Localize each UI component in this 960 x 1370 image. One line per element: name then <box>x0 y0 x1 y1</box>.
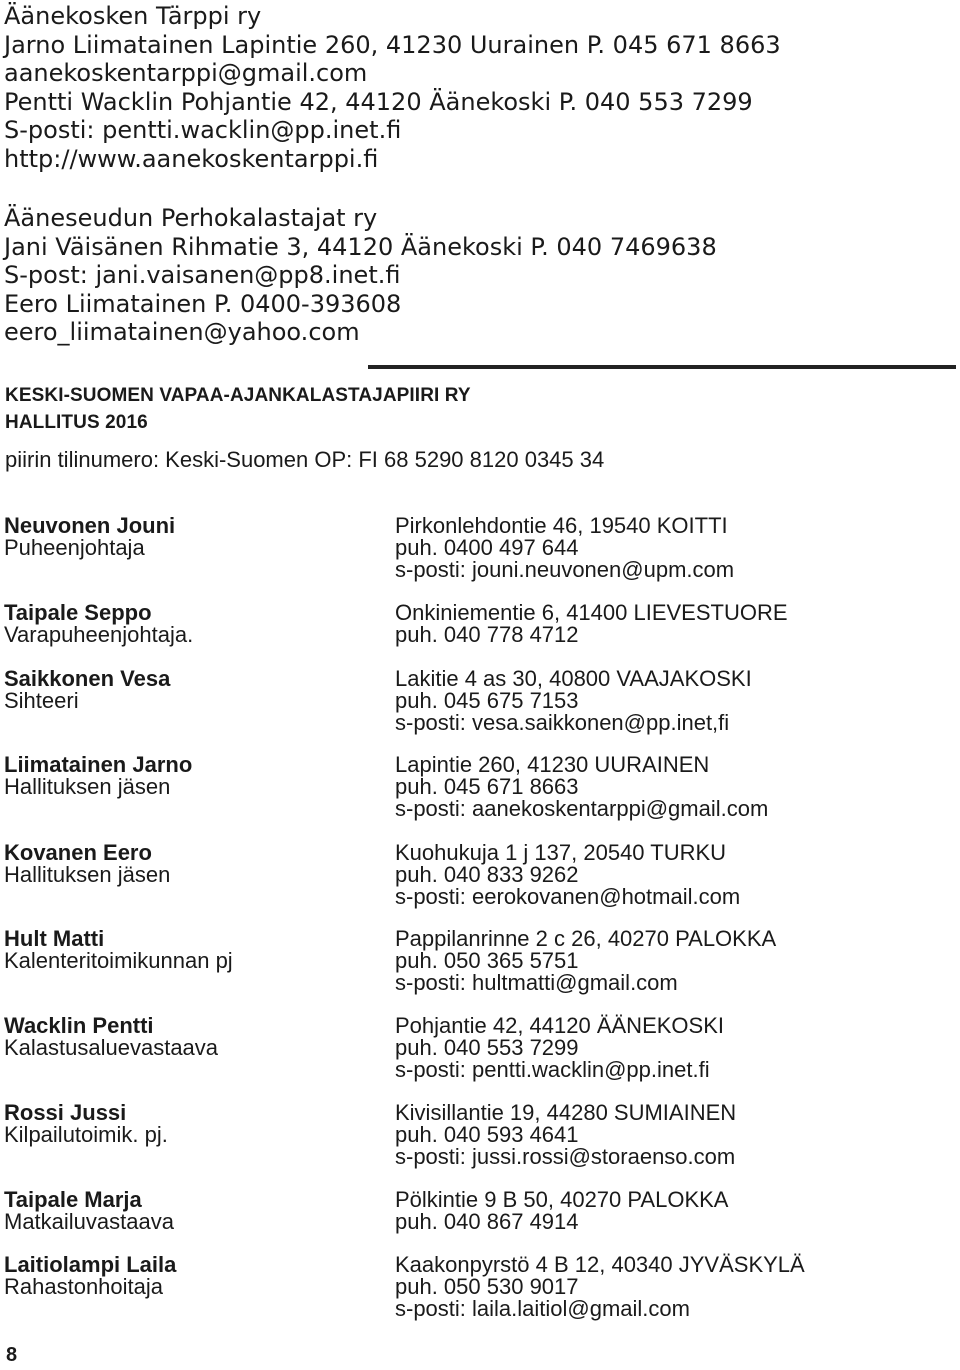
member-phone: puh. 050 530 9017 <box>395 1274 579 1299</box>
club-name: Äänekosken Tärppi ry <box>4 2 262 30</box>
contact-line: Jani Väisänen Rihmatie 3, 44120 Äänekoski P. 040 7469638 <box>4 232 717 261</box>
member-role: Kalastusaluevastaava <box>4 1035 219 1060</box>
member-role: Matkailuvastaava <box>4 1209 174 1234</box>
member-name: Taipale Marja <box>4 1187 142 1212</box>
member-phone: puh. 040 833 9262 <box>395 862 579 887</box>
member-phone: puh. 0400 497 644 <box>395 535 579 560</box>
member-name: Wacklin Pentti <box>4 1013 154 1038</box>
page-number: 8 <box>6 1344 18 1366</box>
member-phone: puh. 050 365 5751 <box>395 948 579 973</box>
member-role: Varapuheenjohtaja. <box>4 622 194 647</box>
member-phone: puh. 040 593 4641 <box>395 1122 579 1147</box>
member-phone: puh. 045 675 7153 <box>395 688 579 713</box>
member-address: Lapintie 260, 41230 UURAINEN <box>395 752 710 777</box>
member-email: s-posti: vesa.saikkonen@pp.inet,fi <box>395 710 730 735</box>
email-line: eero_liimatainen@yahoo.com <box>4 318 360 347</box>
member-name: Liimatainen Jarno <box>4 752 193 777</box>
member-address: Pappilanrinne 2 c 26, 40270 PALOKKA <box>395 926 777 951</box>
member-address: Pohjantie 42, 44120 ÄÄNEKOSKI <box>395 1013 724 1038</box>
member-name: Hult Matti <box>4 926 105 951</box>
member-phone: puh. 040 867 4914 <box>395 1209 579 1234</box>
member-name: Laitiolampi Laila <box>4 1252 177 1277</box>
member-role: Rahastonhoitaja <box>4 1274 164 1299</box>
member-phone: puh. 040 553 7299 <box>395 1035 579 1060</box>
website-link[interactable]: http://www.aanekoskentarppi.fi <box>4 144 379 173</box>
member-email: s-posti: jussi.rossi@storaenso.com <box>395 1144 736 1169</box>
member-role: Sihteeri <box>4 688 79 713</box>
member-email: s-posti: aanekoskentarppi@gmail.com <box>395 796 769 821</box>
member-address: Kuohukuja 1 j 137, 20540 TURKU <box>395 840 727 865</box>
member-address: Pirkonlehdontie 46, 19540 KOITTI <box>395 513 728 538</box>
member-role: Kalenteritoimikunnan pj <box>4 948 233 973</box>
email-line: S-post: jani.vaisanen@pp8.inet.fi <box>4 261 401 290</box>
email-line: S-posti: pentti.wacklin@pp.inet.fi <box>4 116 402 145</box>
member-address: Kivisillantie 19, 44280 SUMIAINEN <box>395 1100 737 1125</box>
contact-line: Jarno Liimatainen Lapintie 260, 41230 Uurainen P. 045 671 8663 <box>4 30 781 59</box>
section-divider <box>368 365 956 369</box>
member-address: Pölkintie 9 B 50, 40270 PALOKKA <box>395 1187 729 1212</box>
member-email: s-posti: jouni.neuvonen@upm.com <box>395 557 735 582</box>
member-email: s-posti: pentti.wacklin@pp.inet.fi <box>395 1057 710 1082</box>
bank-account-line: piirin tilinumero: Keski-Suomen OP: FI 68 5290 8120 0345 34 <box>5 447 605 472</box>
contact-line: Pentti Wacklin Pohjantie 42, 44120 Äänekoski P. 040 553 7299 <box>4 87 753 116</box>
contact-line: Eero Liimatainen P. 0400-393608 <box>4 289 402 318</box>
member-name: Taipale Seppo <box>4 600 152 625</box>
member-address: Lakitie 4 as 30, 40800 VAAJAKOSKI <box>395 666 752 691</box>
club-aanekosken-tarppi <box>4 2 781 174</box>
club-aaneseudun-perhokalastajat <box>4 204 717 347</box>
member-address: Onkiniementie 6, 41400 LIEVESTUORE <box>395 600 788 625</box>
member-role: Puheenjohtaja <box>4 535 145 560</box>
member-role: Kilpailutoimik. pj. <box>4 1122 168 1147</box>
clubs-section <box>4 2 781 347</box>
member-phone: puh. 045 671 8663 <box>395 774 579 799</box>
organization-title: KESKI-SUOMEN VAPAA-AJANKALASTAJAPIIRI RY <box>5 385 471 406</box>
member-name: Neuvonen Jouni <box>4 513 176 538</box>
member-email: s-posti: laila.laitiol@gmail.com <box>395 1296 690 1321</box>
club-name: Ääneseudun Perhokalastajat ry <box>4 204 378 232</box>
member-email: s-posti: hultmatti@gmail.com <box>395 970 678 995</box>
member-name: Kovanen Eero <box>4 840 152 865</box>
member-name: Rossi Jussi <box>4 1100 127 1125</box>
member-address: Kaakonpyrstö 4 B 12, 40340 JYVÄSKYLÄ <box>395 1252 805 1277</box>
member-email: s-posti: eerokovanen@hotmail.com <box>395 884 741 909</box>
email-line: aanekoskentarppi@gmail.com <box>4 59 368 88</box>
member-role: Hallituksen jäsen <box>4 774 171 799</box>
member-name: Saikkonen Vesa <box>4 666 171 691</box>
member-role: Hallituksen jäsen <box>4 862 171 887</box>
member-phone: puh. 040 778 4712 <box>395 622 579 647</box>
board-year-title: HALLITUS 2016 <box>5 412 148 433</box>
